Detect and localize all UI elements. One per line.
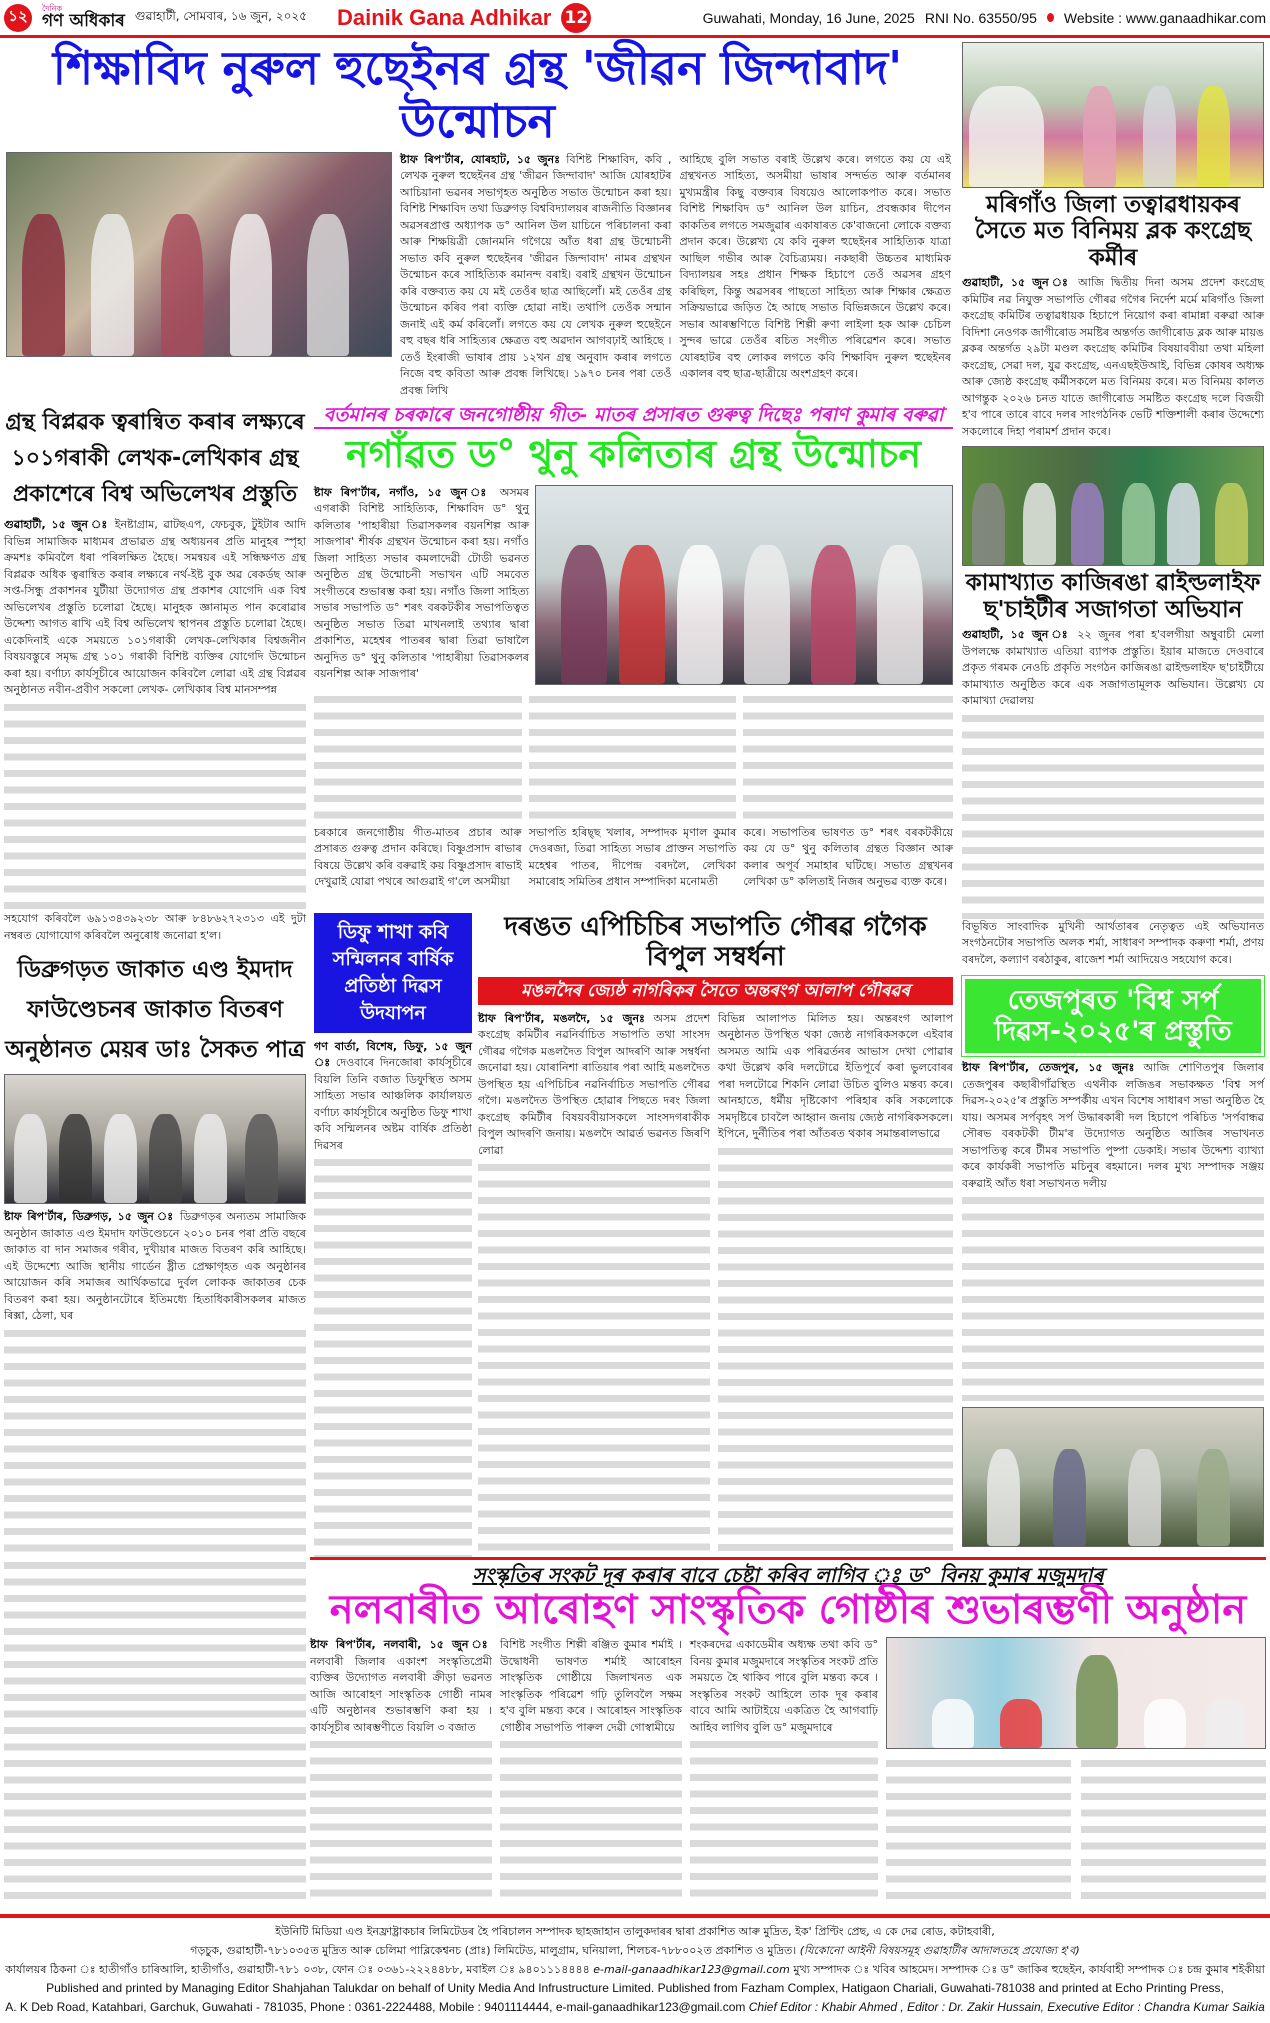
article-nalbari-body xyxy=(310,1637,1266,1914)
headline-nalbari: নলবাৰীত আৰোহণ সাংস্কৃতিক গোষ্ঠীৰ শুভাৰম্ভণী অনুষ্ঠান xyxy=(329,1587,1247,1633)
dateline: ষ্টাফ ৰিপ'ৰ্টাৰ, তেজপুৰ, ১৫ জুনঃ xyxy=(962,1061,1135,1075)
text-continuation xyxy=(314,1154,472,1557)
editors-assamese: মুখ্য সম্পাদক ঃ খবিৰ আহমেদ। সম্পাদক ঃ ড° জাকিৰ হুছেইন, কাৰ্যবাহী সম্পাদক ঃ চন্দ্ৰ কুমাৰ শইকীয়া xyxy=(793,1963,1265,1976)
section-divider xyxy=(310,1557,1266,1560)
article-diphu xyxy=(314,913,472,1557)
paragraph: ইনষ্টাগ্ৰাম, ৱাটছএপ, ফেচবুক, টুইটাৰ আদি বিভিন্ন সামাজিক মাধ্যমৰ প্ৰভাৱত গ্ৰন্থ অধ্যয়নৰ প্ৰতি মানুহৰ স্পৃহা ক্ৰমশঃ কমিবলৈ ধৰা পৰিলক্ষিত হৈছে। সমন্বয়ৰ এই সন্ধিক্ষণত গ্ৰন্থ বিপ্লৱক অধিক ত্বৰান্বিত কৰাৰ লক্ষ্যৰে নৰ্থ-ইষ্ট বুক অৱ ৰেকৰ্ডছ আৰু সপ্ত-সিন্ধু প্ৰকাশনৰ যুটীয়া উদ্যোগত গ্ৰন্থ প্ৰকাশৰ যোগেদি এক বিশ্ব অভিলেখৰ প্ৰস্তুতি চলোৱা হৈছে। মানুহক জ্ঞানামৃত পান কৰোৱাৰ উদ্দেশ্য আগত ৰাখি এই বিশ্ব অভিলেখ স্থাপনৰ প্ৰস্তুতি চলোৱা হৈছে। একেদিনাই একে সময়তে ১০১গৰাকী লেখক-লেখিকাৰ বিশ্বজনীন বিষয়বস্তুৰে সমৃদ্ধ গ্ৰন্থ ১০১ গৰাকী বিশিষ্ট ব্যক্তিৰ যোগেদি উন্মোচন কৰা হয়। বৰ্ণাঢ্য কাৰ্যসূচীৰে আয়োজন কৰিবলৈ লোৱা এই গ্ৰন্থ বিপ্লৱৰ অনুষ্ঠানত নবীন-প্ৰবীণ সকলো লেখক- লেখিকাৰ বিশ্ব মানসম্পন্ন xyxy=(4,518,307,697)
headline-dibrugarh: ডিব্ৰুগড়ত জাকাত এণ্ড ইমদাদ ফাউণ্ডেচনৰ জাকাত বিতৰণ অনুষ্ঠানত মেয়ৰ ডাঃ সৈকত পাত্ৰ xyxy=(5,957,305,1064)
photo-book-launch-jorhat xyxy=(6,152,392,357)
headline-tezpur: তেজপুৰত 'বিশ্ব সৰ্প দিৱস-২০২৫'ৰ প্ৰস্তুতি xyxy=(962,976,1264,1056)
paragraph: ২২ জুনৰ পৰা হ'বলগীয়া অম্বুবাচী মেলা উপলক্ষে কামাখ্যাত এতিয়া ব্যাপক প্ৰস্তুতি। ইয়াৰ মাজতে দেওবাৰে প্ৰকৃত গৰমক নেওচি প্ৰকৃতি সংগঠন কাজিৰঙা ৱাইল্ডলাইফ ছ'চাইটীয়ে কামাখ্যাত অনুষ্ঠিত কৰে এক সজাগতামূলক অভিযান। উল্লেখ্য যে কামাখ্যা দেৱালয় xyxy=(962,628,1264,708)
headline-jorhat: শিক্ষাবিদ নুৰুল হুছেইনৰ গ্ৰন্থ 'জীৱন জিন্দাবাদ' উন্মোচন xyxy=(52,41,903,148)
photo-zakat-distribution xyxy=(4,1074,306,1204)
text-continuation xyxy=(4,1325,306,1557)
dateline: ষ্টাফ ৰিপ'ৰ্টাৰ, নলবাৰী, ১৫ জুন ঃ xyxy=(310,1638,492,1651)
article-nagaon-col3 xyxy=(529,691,737,891)
paragraph: সভাপতি হৰিছ্ছ খলাৰ, সম্পাদক মৃণাল কুমাৰ দেওৰজা, তিৱা সাহিত্য সভাৰ প্ৰাক্তন সভাপতি মহেশ্বৰ পাতৰ, দীপেন্দ্ৰ বৰদলৈ, লেখিকা সমাৰোহ সমিতিৰ প্ৰধান সম্পাদিকা মনোমতী xyxy=(528,825,737,889)
text-continuation xyxy=(529,691,737,825)
article-nalbari xyxy=(310,1557,1270,1914)
page-number-badge: ১২ xyxy=(4,4,32,32)
dateline: ষ্টাফ ৰিপ'ৰ্টাৰ, মঙলদৈ, ১৫ জুনঃ xyxy=(478,1011,645,1025)
bullet-dot-icon xyxy=(1047,13,1054,22)
dateline: গণ বাৰ্তা, বিশেষ, ডিফু, ১৫ জুন ঃ xyxy=(314,1039,472,1070)
article-kamakhya xyxy=(962,627,1264,710)
text-continuation xyxy=(690,1736,878,1906)
paragraph-end: বিভূষিত সাংবাদিক মুখিনী আৰ্থতাৰৰ নেতৃত্বত এই অভিযানত সংগঠনটোৰ সভাপতি অলক শৰ্মা, সাধাৰণ সম্পাদক কৰুণা শৰ্মা, প্ৰণয় বৰদলৈ, কল্যাণ বৰঠাকুৰ, ৰাজেশ শৰ্মা আদিয়েও সহযোগ কৰে। xyxy=(962,919,1264,966)
article-jorhat-col1 xyxy=(400,152,672,400)
masthead xyxy=(0,0,1270,38)
article-diphu-text xyxy=(314,1039,472,1155)
article-jorhat xyxy=(0,148,955,400)
imprint xyxy=(0,1914,1270,2023)
main-area xyxy=(0,42,955,1557)
kicker-darrang: মঙলদৈৰ জ্যেষ্ঠ নাগৰিকৰ সৈতে অন্তৰংগ আলাপ গৌৰৱৰ xyxy=(478,977,953,1005)
paragraph: বিশিষ্ট শিক্ষাবিদ, কবি , লেখক নুৰুল হুছেইনৰ গ্ৰন্থ 'জীৱন জিন্দাবাদ' আজি যোৰহাটৰ আচিয়ানা ভৱনৰ সভাগৃহত অনুষ্ঠিত সভাত উন্মোচন কৰা হয়। বিশিষ্ট শিক্ষাবিদ তথা ডিব্ৰুগড় বিশ্ববিদ্যালয়ৰ ৰাজনীতি বিজ্ঞানৰ অৱসৰপ্ৰাপ্ত অধ্যাপক ড° আনিল উল য়াচিনে পৰিচালনা কৰা আৰু শিক্ষয়িত্ৰী জোনমনি গগৈয়ে আঁত ধৰা গ্ৰন্থ উন্মোচনী সভাত কবি নুৰুল হুছেইনৰ 'জীৱন জিন্দাবাদ' নামৰ গ্ৰন্থখন উন্মোচন কৰে সাহিত্যিক ৰমানন্দ বৰাই। বৰাই গ্ৰন্থখন উন্মোচন কৰি বক্তব্যত কয় যে মই তেওঁৰ ছাত্ৰ আছিলোঁ। মই তেওঁৰ গ্ৰন্থ উন্মোচন কৰিব পৰা ব্যক্তি হোৱা নাই। তথাপি তেওঁক সন্মান জনাই এই কৰ্ম কৰিলোঁ। লগতে কয় যে লেখক নুৰুল হুছেইনে বহু বছৰ ধৰি সাহিত্যৰ ক্ষেত্ৰত বহু অৱদান আগবঢ়াই আহিছে । তেওঁ ইংৰাজী ভাষাৰ প্ৰায় ১২খন গ্ৰন্থ অনুবাদ কৰাৰ লগতে নিজে বহু কবিতা আৰু প্ৰবন্ধ লিখিছে। ১৯৭০ চনৰ পৰা তেওঁ প্ৰবন্ধ লিখি xyxy=(400,152,672,397)
article-nalbari-col4-5 xyxy=(886,1755,1266,1906)
rni-number: RNI No. 63550/95 xyxy=(924,9,1037,26)
article-nagaon-col4 xyxy=(743,691,953,891)
headline-morigaon: মৰিগাঁও জিলা তত্বাৱধায়কৰ সৈতে মত বিনিময় ব্লক কংগ্ৰেছ কৰ্মীৰ xyxy=(974,192,1252,271)
newspaper-title: Dainik Gana Adhikar xyxy=(337,4,552,30)
text-continuation xyxy=(962,1192,1264,1401)
dateline: গুৱাহাটী, ১৫ জুন ঃ xyxy=(962,276,1072,290)
website[interactable]: Website : www.ganaadhikar.com xyxy=(1063,9,1266,26)
paragraph: বিভিন্ন আলাপত মিলিত হয়। অন্তৰংগ আলাপ অনুষ্ঠানত উপস্থিত থকা জ্যেষ্ঠ নাগৰিকসকলে এইবাৰ অসমত আমি এক পৰিৱৰ্তনৰ আভাস দেখা পোৱাৰ কথা উল্লেখ কৰি দলটোৱে ইতিপূৰ্বে কৰা ভুলবোৰৰ পৰা দলটোৱে শিকনি লোৱা উচিত বুলিও মন্তব্য কৰে। আনহাতে, ধৰ্মীয় দৃষ্টিকোণ পৰিহাৰ কৰি সকলোকে সমদৃষ্টিৰে চাবলৈ আহ্বান জনায় জ্যেষ্ঠ নাগৰিকসকলে। ইপিনে, দুৰ্নীতিৰ পৰা আঁতৰত থকাৰ সমান্তৰালভাৱে xyxy=(718,1011,953,1141)
photo-book-launch-nagaon xyxy=(535,485,953,685)
photo-snake-day-meeting xyxy=(962,1407,1264,1547)
paragraph: অসম প্ৰদেশ কংগ্ৰেছ কমিটীৰ নৱনিৰ্বাচিত সভাপতি তথা সাংসদ গৌৰৱ গগৈক মঙলদৈত বিপুল আদৰণি আৰু সম্বৰ্ধনা জনোৱা হয়। যোৰানিশা ৰাতিয়াৰ পৰা আহি মঙলদৈত উপস্থিত হয় এপিচিচিৰ নৱনিৰ্বাচিত সভাপতি গৌৰৱ গগৈ। মঙলদৈত উপস্থিত হোৱাৰ পিছতে দৰং জিলা কংগ্ৰেছ কমিটীৰ বিষয়ববীয়াসকলে সাংসদগৰাকীক বিপুল আদৰণি জনায়। মঙলদৈ আৱৰ্ত ভৱনত জিৰণি লোৱা xyxy=(478,1011,710,1157)
paragraph: ডিব্ৰুগড়ৰ অন্যতম সামাজিক অনুষ্ঠান জাকাত এণ্ড ইমদাদ ফাউণ্ডেচনে ২০১০ চনৰ পৰা প্ৰতি বছৰে জাকাত বা দান সমাজৰ গৰীব, দুখীয়াৰ মাজত বিতৰণ কৰি আহিছে। এই উদ্দেশ্যে আজি স্থানীয় গাৰ্ডেন ষ্ট্ৰীত প্ৰেক্ষাগৃহত এক অনুষ্ঠানৰ আয়োজন কৰি সমাজৰ আৰ্থিকভাৱে দুৰ্বল লোকক জাকাতৰ চেক বিতৰণ কৰা হয়। অনুষ্ঠানটোৰে ইতিমধ্যে হিতাধিকাৰীসকলৰ মাজত ৰিক্সা, ঠেলা, ঘৰ xyxy=(4,1210,306,1323)
middle-column xyxy=(310,405,955,1557)
paragraph: শংকৰদেৱ একাডেমীৰ অধ্যক্ষ তথা কবি ড° বিনয় কুমাৰ মজুমদাৰে সংস্কৃতিৰ সংকট প্ৰতি সময়তে হৈ থাকিব পাৰে বুলি মন্তব্য কৰে । সংস্কৃতিৰ সংকট আহিলে তাক দূৰ কৰাৰ বাবে আমি আটাইয়ে একত্ৰিত হৈ আগবাঢ়ি আহিব লাগিব বুলি ড° মজুমদাৰে xyxy=(690,1638,878,1734)
office-address: কাৰ্যালয়ৰ ঠিকনা ঃ হাতীগাঁও চাৰিআলি, হাতীগাঁও, গুৱাহাটী-৭৮১ ০৩৮, ফোন ঃ ০৩৬১-২২২৪৪৮৮, মবাইল ঃ ৯৪০১১১৪৪৪৪ xyxy=(5,1963,590,1976)
text-continuation xyxy=(1081,1755,1266,1906)
headline-diphu: ডিফু শাখা কবি সন্মিলনৰ বাৰ্ষিক প্ৰতিষ্ঠা দিৱস উদযাপন xyxy=(314,913,472,1033)
imprint-line: গড়চুক, গুৱাহাটী-৭৮১০৩৫ত মুদ্ৰিত আৰু চেলিমা পাব্লিকেশ্বনচ (প্ৰাঃ) লিমিটেড, মালুগ্ৰাম, ঘনিয়ালা, শিলচৰ-৭৮৮০০২ত প্ৰকাশিত ও মুদ্ৰিত। xyxy=(190,1944,797,1957)
paragraph: বিশিষ্ট সংগীত শিল্পী ৰঞ্জিত কুমাৰ শৰ্মাই । উদ্বোধনী ভাষণত শৰ্মাই আৰোহন সাংস্কৃতিক গোষ্ঠীয়ে জিলাখনত এক সাংস্কৃতিক পৰিৱেশ গঢ়ি তুলিবলৈ সক্ষম হ'ব বুলি মন্তব্য কৰে । আৰোহন সাংস্কৃতিক গোষ্ঠীৰ সভাপতি পাৰুল দেৱী গোস্বামীয়ে xyxy=(500,1638,682,1734)
text-continuation xyxy=(500,1736,682,1906)
contact-english: A. K Deb Road, Katahbari, Garchuk, Guwahati - 781035, Phone : 0361-2224488, Mobile : 9401114444, e-mail-ganaadhikar123@gmail.com xyxy=(5,2000,746,2014)
text-continuation xyxy=(4,699,306,911)
lower-main xyxy=(0,405,955,1557)
article-nagaon-top xyxy=(314,485,953,685)
paragraph-end: সহযোগ কৰিবলৈ ৬৯১৩৪৩৯২৩৮ আৰু ৮৪৮৬২৭২৩১৩ এই দুটা নম্বৰত যোগাযোগ কৰিবলৈ অনুৰোধ জনোৱা হ'ল। xyxy=(4,912,306,942)
text-continuation xyxy=(962,710,1264,919)
left-column xyxy=(0,405,310,1557)
text-continuation xyxy=(478,1159,710,1557)
paragraph: দেওবাৰে দিনজোৰা কাৰ্যসূচীৰে বিয়লি তিনি বজাত ডিফুস্থিত অসম সাহিত্য সভাৰ আঞ্চলিক কাৰ্যালয়ত বৰ্ণাঢ্য কাৰ্যসূচীৰে অনুষ্ঠিত ডিফু শাখা কবি সন্মিলনৰ অষ্টম বাৰ্ষিক প্ৰতিষ্ঠা দিৱসৰ xyxy=(314,1056,472,1152)
legal-note: (যিকোনো আইনী বিষয়সমূহ গুৱাহাটীৰ আদালতহে প্ৰযোজ্য হ'ব) xyxy=(799,1944,1080,1957)
date-assamese: গুৱাহাটী, সোমবাৰ, ১৬ জুন, ২০২৫ xyxy=(134,8,307,23)
article-morigaon xyxy=(962,275,1264,440)
text-continuation xyxy=(743,691,953,825)
paragraph: কৰে। সভাপতিৰ ভাষণত ড° শৰৎ বৰকটকীয়ে কয় যে ড° থুনু কলিতাৰ গ্ৰন্থত বিজ্ঞান আৰু কলাৰ অপূৰ্ব সমাহাৰ ঘটিছে। সভাত গ্ৰন্থখনৰ লেখিকা ড° কলিতাই নিজৰ অনুভৱ ব্যক্ত কৰে। xyxy=(743,825,954,889)
paragraph: আজি শোণিতপুৰ জিলাৰ তেজপুৰৰ কছাৰীগাঁৱস্থিত এথনীক লজিঙৰ সভাকক্ষত 'বিশ্ব সৰ্প দিৱস-২০২৫'ৰ প্ৰস্তুতি সম্পৰ্কীয় এখন বিশেষ সাধাৰণ সভা অনুষ্ঠিত হৈ যায়। অসমৰ সৰ্পবৃহৎ সৰ্প উদ্ধাৰকাৰী দল হিচাপে পৰিচিত 'সৰ্পবান্ধৱ সৌৰভ বৰকটকী টীম'ৰ উদ্যোগত অনুষ্ঠিত আজিৰ সভাখনত সভাপতিত্ব কৰে টীমৰ সভাপতি পুষ্পা ডেকাই। সভাৰ উদ্দেশ্য ব্যাখ্যা কৰে কাৰ্যকৰী সভাপতি মচিনুৰ ৰহমানে। দলৰ মুখ্য সম্পাদক সঞ্জয় বৰুৱাই আঁত ধৰা সভাখনত দলীয় xyxy=(962,1061,1264,1190)
date-english: Guwahati, Monday, 16 June, 2025 xyxy=(702,9,915,26)
article-dibrugarh xyxy=(4,1209,306,1325)
article-jorhat-col2: আহিছে বুলি সভাত বৰাই উল্লেখ কৰে। লগতে কয় যে এই গ্ৰন্থখনত সাহিত্য, অসমীয়া ভাষাৰ সন্দৰ্ভত আৰু বৰ্তমানৰ মুখ্যমন্ত্ৰীৰ কিছু বক্তব্যৰ বিষয়েও আলোকপাত কৰে। সভাত বিশিষ্ট শিক্ষাবিদ ড° আনিল উল য়াচিন, প্ৰবন্ধকাৰ দীপেন কাকতিৰ লগতে সমজুৱাৰ একাষাৰত কে'বাজনো লোকে বক্তব্য প্ৰদান কৰে। উল্লেখ্য যে কবি নুৰুল হুছেইনৰ সাহিত্যিক যাত্ৰা আছিল গভীৰ আৰু বৈচিত্ৰ্যময়। নকছাৰী উচ্চতৰ মাধ্যমিক বিদ্যালয়ৰ সহঃ প্ৰধান শিক্ষক হিচাপে তেওঁ অৱসৰ গ্ৰহণ কৰিছিল, কিন্তু অৱসৰৰ পাছতো সাহিত্য আৰু শিক্ষাৰ ক্ষেত্ৰত সক্ৰিয়ভাৱে জড়িত হৈ আছে সভাত বিভিন্নজনে উল্লেখ কৰে। সভাৰ আৰম্ভণিতে বিশিষ্ট শিল্পী ৰুণা লাইলা হক আৰু চেচিল সুন্দৰ ভাৱে তেওঁৰ ৰচিত সংগীত পৰিৱেশন কৰে। সভাত যোৰহাটৰ বহু লোকৰ লগতে কবি শিক্ষাবিদ নুৰুল হুছেইনৰ একালৰ বহু ছাত্ৰ-ছাত্ৰীয়ে অংশগ্ৰহণ কৰে। xyxy=(679,152,951,381)
imprint-line: ইউনিটি মিডিয়া এণ্ড ইনফ্ৰাষ্ট্ৰাকচাৰ লিমিটেডৰ হৈ পৰিচালন সম্পাদক ছাহজাহান তালুকদাৰৰ দ্বাৰা প্ৰকাশিত আৰু মুদ্ৰিত, ইক' প্ৰিণ্টিং প্ৰেছ, এ কে দেৱ ৰোড, কটাহবাৰী, xyxy=(275,1925,995,1938)
text-continuation xyxy=(310,1736,492,1906)
left-column-continued xyxy=(0,1557,310,1914)
article-nalbari-col1 xyxy=(310,1637,492,1906)
article-nagaon-col1 xyxy=(314,485,529,683)
text-continuation xyxy=(718,1143,953,1557)
upper-section xyxy=(0,42,1270,1557)
article-nagaon-col2 xyxy=(314,691,522,891)
paragraph: অসমৰ এগৰাকী বিশিষ্ট সাহিত্যিক, শিক্ষাবিদ ড° থুনু কলিতাৰ 'পাহাৰীয়া তিৱাসকলৰ বয়নশিল্প আৰু সাজপাৰ' শীৰ্ষক গ্ৰন্থখন উন্মোচন কৰা হয়। নগাঁও জিলা সাহিত্য সভাৰ কমলাদেৱী টোডী ভৱনত অনুষ্ঠিত গ্ৰন্থ উন্মোচনী সভাখন এটি সমবেত সংগীতৰে শুভাৰম্ভ কৰা হয়। নগাঁও জিলা সাহিত্য সভাৰ সভাপতি ড° শৰৎ বৰকটকীৰ সভাপতিত্বত অনুষ্ঠিত সভাত তিৱা মাখনলাই তথ্যাৰ দ্বাৰা প্ৰকাশিত, মহেশ্বৰ পাতৰৰ দ্বাৰা তিৱা ভাষালৈ অনুদিত ড° থুনু কলিতাৰ 'পাহাৰীয়া তিৱাসকলৰ বয়নশিল্প আৰু সাজপাৰ' xyxy=(314,485,529,681)
article-darrang xyxy=(478,913,953,1557)
kicker-nalbari: সংস্কৃতিৰ সংকট দূৰ কৰাৰ বাবে চেষ্টা কৰিব লাগিব ঃ ড° বিনয় কুমাৰ মজুমদাৰ xyxy=(472,1563,1104,1587)
photo-wildlife-awareness xyxy=(962,446,1264,566)
dateline: ষ্টাফ ৰিপ'ৰ্টাৰ, যোৰহাট, ১৫ জুনঃ xyxy=(400,152,560,166)
article-nalbari-col3 xyxy=(690,1637,878,1906)
headline-kamakhya: কামাখ্যাত কাজিৰঙা ৱাইল্ডলাইফ ছ'চাইটীৰ সজাগতা অভিযান xyxy=(965,570,1261,623)
lower-section xyxy=(0,1557,1270,1914)
headline-book-record: গ্ৰন্থ বিপ্লৱক ত্বৰান্বিত কৰাৰ লক্ষ্যৰে ১০১গৰাকী লেখক-লেখিকাৰ গ্ৰন্থ প্ৰকাশেৰে বিশ্ব অভিলেখৰ প্ৰস্তুতি xyxy=(5,410,305,508)
page-number-circle: 12 xyxy=(561,3,591,33)
article-book-record xyxy=(4,517,306,699)
editors-english: Chief Editor : Khabir Ahmed , Editor : Dr. Zakir Hussain, Executive Editor : Chandra Kumar Saikia xyxy=(748,2000,1265,2014)
photo-nalbari-event xyxy=(886,1637,1266,1749)
paragraph: আজি দ্বিতীয় দিনা অসম প্ৰদেশ কংগ্ৰেছ কমিটিৰ নৱ নিযুক্ত সভাপতি গৌৰৱ গগৈৰ নিৰ্দেশ মৰ্মে মৰিগাঁও জিলা কংগ্ৰেছ কমিটিৰ তত্বাৱধায়ক হিচাপে নিয়োগ কৰা ৰামান্না বৰুৱা আৰু বিদিশা নেওগক জাগীৰোড সমষ্টিৰ অন্তৰ্গত জাগীৰোড ব্লক আৰু মায়ঙ ব্লকৰ অন্তৰ্গত ২৯টা মণ্ডল কংগ্ৰেছ কমিটিৰ বিষয়াববীয়া তথা মহিলা কংগ্ৰেছ, সেৱা দল, যুৱ কংগ্ৰেছ, এনএছইউআই, বিভিন্ন কোষৰ অধ্যক্ষ আৰু জ্যেষ্ঠ কংগ্ৰেছ কৰ্মীসকলে মত বিনিময় কৰে। মত বিনিময় কালত আগন্তুক ২০২৬ চনত যাতে জাগীৰোড সমষ্টিত কংগ্ৰেছ দলে বিজয়ী হ'ব পাৰে তাৰে বাবে দলৰ সাংগঠনিক ভেটি শক্তিশালী কৰাৰ উদ্দেশ্যে সকলোৰে দিহা পৰামৰ্শ প্ৰদান কৰে। xyxy=(962,276,1265,438)
article-darrang-col1 xyxy=(478,1011,710,1557)
paragraph: চৰকাৰে জনগোষ্ঠীয় গীত-মাতৰ প্ৰচাৰ আৰু প্ৰসাৰত গুৰুত্ব প্ৰদান কৰিছে। বিষ্ণুপ্ৰসাদ ৰাভাৰ বিষয়ে উল্লেখ কৰি বৰুৱাই কয় বিষ্ণুপ্ৰসাদ ৰাভাই দেখুৱাই যোৱা পথৰে আগুৱাই গ'লে অসমীয়া xyxy=(314,825,522,889)
diphu-darrang-row xyxy=(314,913,953,1557)
logo-text: গণ অধিকাৰ xyxy=(42,11,125,31)
headline-darrang: দৰঙত এপিচিচিৰ সভাপতি গৌৰৱ গগৈক বিপুল সম্বৰ্ধনা xyxy=(504,911,927,972)
dateline: ষ্টাফ ৰিপ'ৰ্টাৰ, ডিব্ৰুগড়, ১৫ জুন ঃ xyxy=(4,1210,175,1224)
newspaper-logo xyxy=(42,5,125,30)
kicker-nagaon: বৰ্তমানৰ চৰকাৰে জনগোষ্ঠীয় গীত- মাতৰ প্ৰসাৰত গুৰুত্ব দিছেঃ পৰাণ কুমাৰ বৰুৱা xyxy=(314,405,953,429)
dateline: ষ্টাফ ৰিপ'ৰ্টাৰ, নগাঁও, ১৫ জুন ঃ xyxy=(314,485,492,499)
article-darrang-col2 xyxy=(718,1011,953,1557)
article-nalbari-right xyxy=(886,1637,1266,1906)
headline-nagaon: নগাঁৱত ড° থুনু কলিতাৰ গ্ৰন্থ উন্মোচন xyxy=(345,432,922,477)
text-continuation xyxy=(886,1755,1071,1906)
text-continuation xyxy=(314,691,522,825)
logo-small-text: দৈনিক xyxy=(42,4,63,13)
imprint-english: Published and printed by Managing Editor Shahjahan Talukdar on behalf of Unity Media And Infrustructure Limited. Published from Fazham Complex, Hatigaon Chariali, Guwahati-781038 and printed at Echo Printing Press, xyxy=(46,1981,1224,1995)
dateline: গুৱাহাটী, ১৫ জুন ঃ xyxy=(4,518,110,532)
article-tezpur xyxy=(962,1060,1264,1192)
paragraph: নলবাৰী জিলাৰ একাংশ সংস্কৃতিপ্ৰেমী ব্যক্তিৰ উদ্যোগত নলবাৰী ক্ৰীড়া ভৱনত আজি আৰোহণ সাংস্কৃতিক গোষ্ঠী নামৰ এটি অনুষ্ঠানৰ শুভাৰম্ভণি কৰা হয় । কাৰ্যসূচীৰ আৰম্ভণীতে বিয়লি ৩ বজাত xyxy=(310,1654,492,1734)
dateline: গুৱাহাটী, ১৫ জুন ঃ xyxy=(962,628,1071,642)
article-nalbari-col2 xyxy=(500,1637,682,1906)
email-link[interactable]: e-mail-ganaadhikar123@gmail.com xyxy=(593,1963,790,1976)
article-darrang-body xyxy=(478,1011,953,1557)
article-nagaon-bottom xyxy=(314,691,953,891)
photo-congress-workers xyxy=(962,42,1264,188)
text-continuation xyxy=(4,1557,306,1908)
right-column xyxy=(955,42,1270,1557)
